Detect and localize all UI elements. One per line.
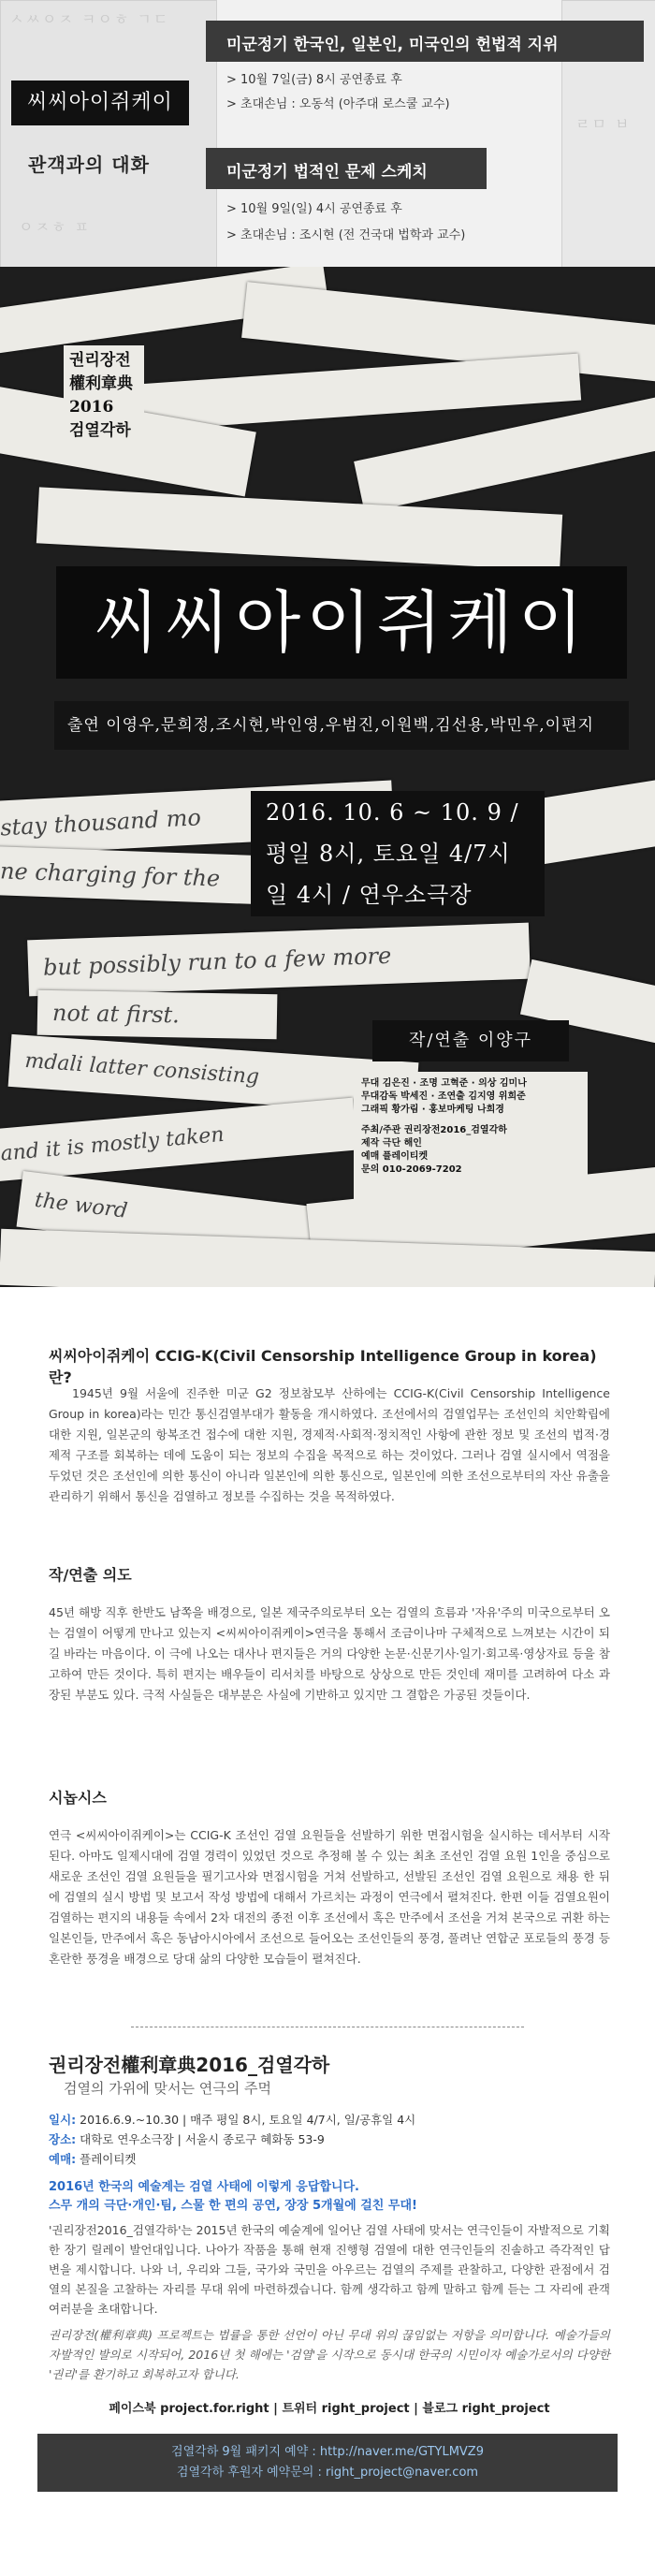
session-2-title-box (206, 148, 487, 189)
festival-details (49, 2110, 610, 2169)
session-1-title: 미군정기 한국인, 일본인, 미국인의 헌법적 지위 (226, 36, 559, 54)
session-1-title-box (206, 21, 644, 62)
play-title: 씨씨아이쥐케이 (56, 566, 627, 679)
festival-subtitle: 검열의 가위에 맞서는 연극의 주먹 (64, 2080, 271, 2097)
venue-label: 장소: (49, 2132, 77, 2146)
cast-list: 출연 이영우,문희정,조시현,박인영,우범진,이원백,김선용,박민우,이편지 (54, 701, 629, 750)
package-reservation-link[interactable]: 검열각하 9월 패키지 예약 : http://naver.me/GTYLMVZ9 (171, 2445, 484, 2459)
sponsor-contact-email[interactable]: 검열각하 후원자 예약문의 : right_project@naver.com (176, 2466, 479, 2480)
date-line-1: 2016. 10. 6 ~ 10. 9 / (251, 791, 545, 834)
session-2-date: > 10월 9일(일) 4시 공연종료 후 (226, 202, 402, 216)
intent-title: 작/연출 의도 (49, 1566, 132, 1584)
about-body: 1945년 9월 서울에 진주한 미군 G2 정보참모부 산하에는 CCIG-K(Civil Censorship Intelligence Group in korea)라는 민간 통신검열부대가 활동을 개시하였다. 조선에서의 검열업무는 조선인의 치안확립에 대한 지원, 일본군의 항복조건 접수에 대한 지원, 경제적·사회적·정치적인 사항에 관한 정보 및 조선의 법적·경제적 구조를 회복하는 데에 도움이 되는 정보의 수집을 목적으로 하는 것이었다. 그러나 검열 실시에서 역점을 두었던 것은 조선인에 의한 통신이 아니라 일본인에 의한 통신으로, 일본인에 의한 조선으로부터의 자산 유출을 관리하기 위해서 통신을 검열하고 정보를 수집하는 것을 목적하였다. (49, 1386, 610, 1503)
credit-line: 문의 010-2069-7202 (361, 1164, 462, 1175)
ccig-k-logo (11, 80, 189, 125)
paper-strip: ne charging for the (0, 846, 319, 907)
paper-strip: but possibly run to a few more (27, 923, 531, 997)
talk-subtitle: 관객과의 대화 (28, 154, 150, 176)
venue-value: 대학로 연우소극장 | 서울시 종로구 혜화동 53-9 (76, 2132, 325, 2146)
festival-logo (64, 345, 144, 448)
credit-spacer (361, 1117, 580, 1124)
session-1-guest: > 초대손님 : 오동석 (아주대 로스쿨 교수) (226, 97, 450, 111)
ticket-line (49, 2149, 610, 2169)
festival-logo-line: 2016 (69, 398, 114, 417)
director-credit: 작/연출 이양구 (372, 1020, 569, 1061)
schedule-label: 일시: (49, 2113, 77, 2127)
play-poster (0, 267, 655, 1287)
session-1-date: > 10월 7일(금) 8시 공연종료 후 (226, 73, 402, 87)
schedule-line (49, 2110, 610, 2130)
festival-title: 권리장전權利章典2016_검열각하 (49, 2054, 330, 2076)
credit-line: 주최/주관 권리장전2016_검열각하 (361, 1125, 507, 1135)
credit-line: 제작 극단 해인 (361, 1138, 422, 1149)
reservation-footer (37, 2434, 618, 2492)
audience-talk-section (0, 0, 655, 267)
credit-line: 무대 김은진 · 조명 고혁준 · 의상 김미나 (361, 1078, 527, 1089)
paper-strip: stay thousand mo (0, 781, 394, 856)
synopsis-body: 연극 <씨씨아이쥐케이>는 CCIG-K 조선인 검열 요원들을 선발하기 위한 면접시험을 실시하는 데서부터 시작된다. 아마도 일제시대에 검열 경력이 있었던 것으로 추정해 볼 수 있는 최초 조선인 검열 요원 1인을 중심으로 새로운 조선인 검열 요원들을 필기고사와 면접시험을 거쳐 선발하고, 선발된 조선인 검열 요원으로 채용 한 뒤에 검열의 실시 방법 및 보고서 작성 방법에 대해서 가르치는 과정이 연극에서 펼쳐진다. 한편 이들 검열요원이 검열하는 편지의 내용들 속에서 2차 대전의 종전 이후 조선에서 혹은 만주에서 조선을 거쳐 본국으로 귀환 하는 일본인들, 만주에서 혹은 동남아시아에서 조선으로 들어오는 조선인들의 풍경, 풀려난 연합군 포로들의 풍경 등 혼란한 풍경을 배경으로 당대 삶의 다양한 모습들이 펼쳐진다. (49, 1828, 610, 1966)
logo-text: 씨씨아이쥐케이 (27, 91, 173, 114)
ticket-label: 예매: (49, 2152, 77, 2166)
background-scribble: ㅇㅈㅎ ㅍ (19, 218, 91, 236)
session-2-title: 미군정기 법적인 문제 스케치 (226, 163, 428, 182)
credit-line: 예매 플레이티켓 (361, 1151, 429, 1162)
highlight-line-2: 스무 개의 극단·개인·팀, 스물 한 편의 공연, 장장 5개월에 걸친 무대! (49, 2199, 417, 2213)
paper-strip: not at first. (37, 990, 278, 1039)
social-links[interactable]: 페이스북 project.for.right | 트위터 right_project | 블로그 right_project (109, 2402, 550, 2416)
synopsis-title: 시놉시스 (49, 1789, 107, 1807)
festival-body: '권리장전2016_검열각하'는 2015년 한국의 예술계에 일어난 검열 사태에 맞서는 연극인들이 자발적으로 기획한 장기 릴레이 발언대입니다. 나아가 작품을 통해 현재 진행형 검열에 대한 연극인들의 진솔하고 즉각적인 답변을 제시합니다. 나와 너, 우리와 그들, 국가와 국민을 아우르는 검열의 주제를 관찰하고, 다양한 관점에서 검열의 본질을 고찰하는 자리를 무대 위에 마련하겠습니다. 함께 생각하고 함께 말하고 함께 듣는 그 자리에 관객 여러분을 초대합니다. (49, 2223, 610, 2316)
venue-line (49, 2130, 610, 2149)
date-line-2: 평일 8시, 토요일 4/7시 (251, 832, 545, 875)
session-2-guest: > 초대손님 : 조시현 (전 건국대 법학과 교수) (226, 228, 466, 242)
ticket-value: 플레이티켓 (76, 2152, 137, 2166)
paper-strip: the word (17, 1171, 317, 1263)
date-line-3: 일 4시 / 연우소극장 (251, 873, 545, 916)
schedule-value: 2016.6.9.~10.30 | 매주 평일 8시, 토요일 4/7시, 일/공휴일 4시 (76, 2113, 416, 2127)
staff-credits (354, 1072, 588, 1222)
project-note: 권리장전(權利章典) 프로젝트는 법률을 통한 선언이 아닌 무대 위의 끊임없는 저항을 의미합니다. 예술가들의 자발적인 발의로 시작되어, 2016년 첫 해에는 '검열'을 시작으로 동시대 한국의 시민이자 예술가로서의 다양한 '권리'를 환기하고 회복하고자 합니다. (49, 2328, 610, 2381)
paper-strip (36, 487, 562, 570)
paper-strip: mdali latter consisting (8, 1034, 419, 1115)
background-scribble: ㅅㅆㅇㅈ ㅋㅇㅎ ㄱㄷ (9, 10, 170, 28)
festival-logo-line: 검열각하 (69, 421, 131, 440)
background-scribble: ㄹㅁ ㅂ (575, 115, 632, 133)
festival-logo-line: 權利章典 (69, 374, 133, 393)
credit-line: 무대감독 박세진 · 조연출 김지영 위희준 (361, 1091, 526, 1102)
paper-strip: and it is mostly taken (0, 1098, 357, 1183)
credit-line: 그래픽 황가림 · 홍보마케팅 나희경 (361, 1105, 504, 1115)
about-title: 씨씨아이쥐케이 CCIG-K(Civil Censorship Intelligence Group in korea)란? (49, 1347, 597, 1386)
festival-logo-line: 권리장전 (69, 351, 131, 370)
intent-body: 45년 해방 직후 한반도 남쪽을 배경으로, 일본 제국주의로부터 오는 검열의 흐름과 '자유'주의 미국으로부터 오는 검열이 어떻게 만나고 있는지 <씨씨아이쥐케이>연극을 통해서 조금이나마 구체적으로 느껴보는 시간이 되길 바라는 마음이다. 이 극에 나오는 대사나 편지들은 거의 다양한 논문·신문기사·일기·회고록·영상자료 등을 참고하여 만든 것이다. 특히 편지는 배우들이 리서치를 바탕으로 상상으로 만든 것인데 재미를 고려하여 다소 과장된 부분도 있다. 극적 사실들은 대부분은 사실에 기반하고 있지만 그 결합은 가공된 것들이다. (49, 1605, 610, 1702)
highlight-line-1: 2016년 한국의 예술계는 검열 사태에 이렇게 응답합니다. (49, 2180, 359, 2194)
